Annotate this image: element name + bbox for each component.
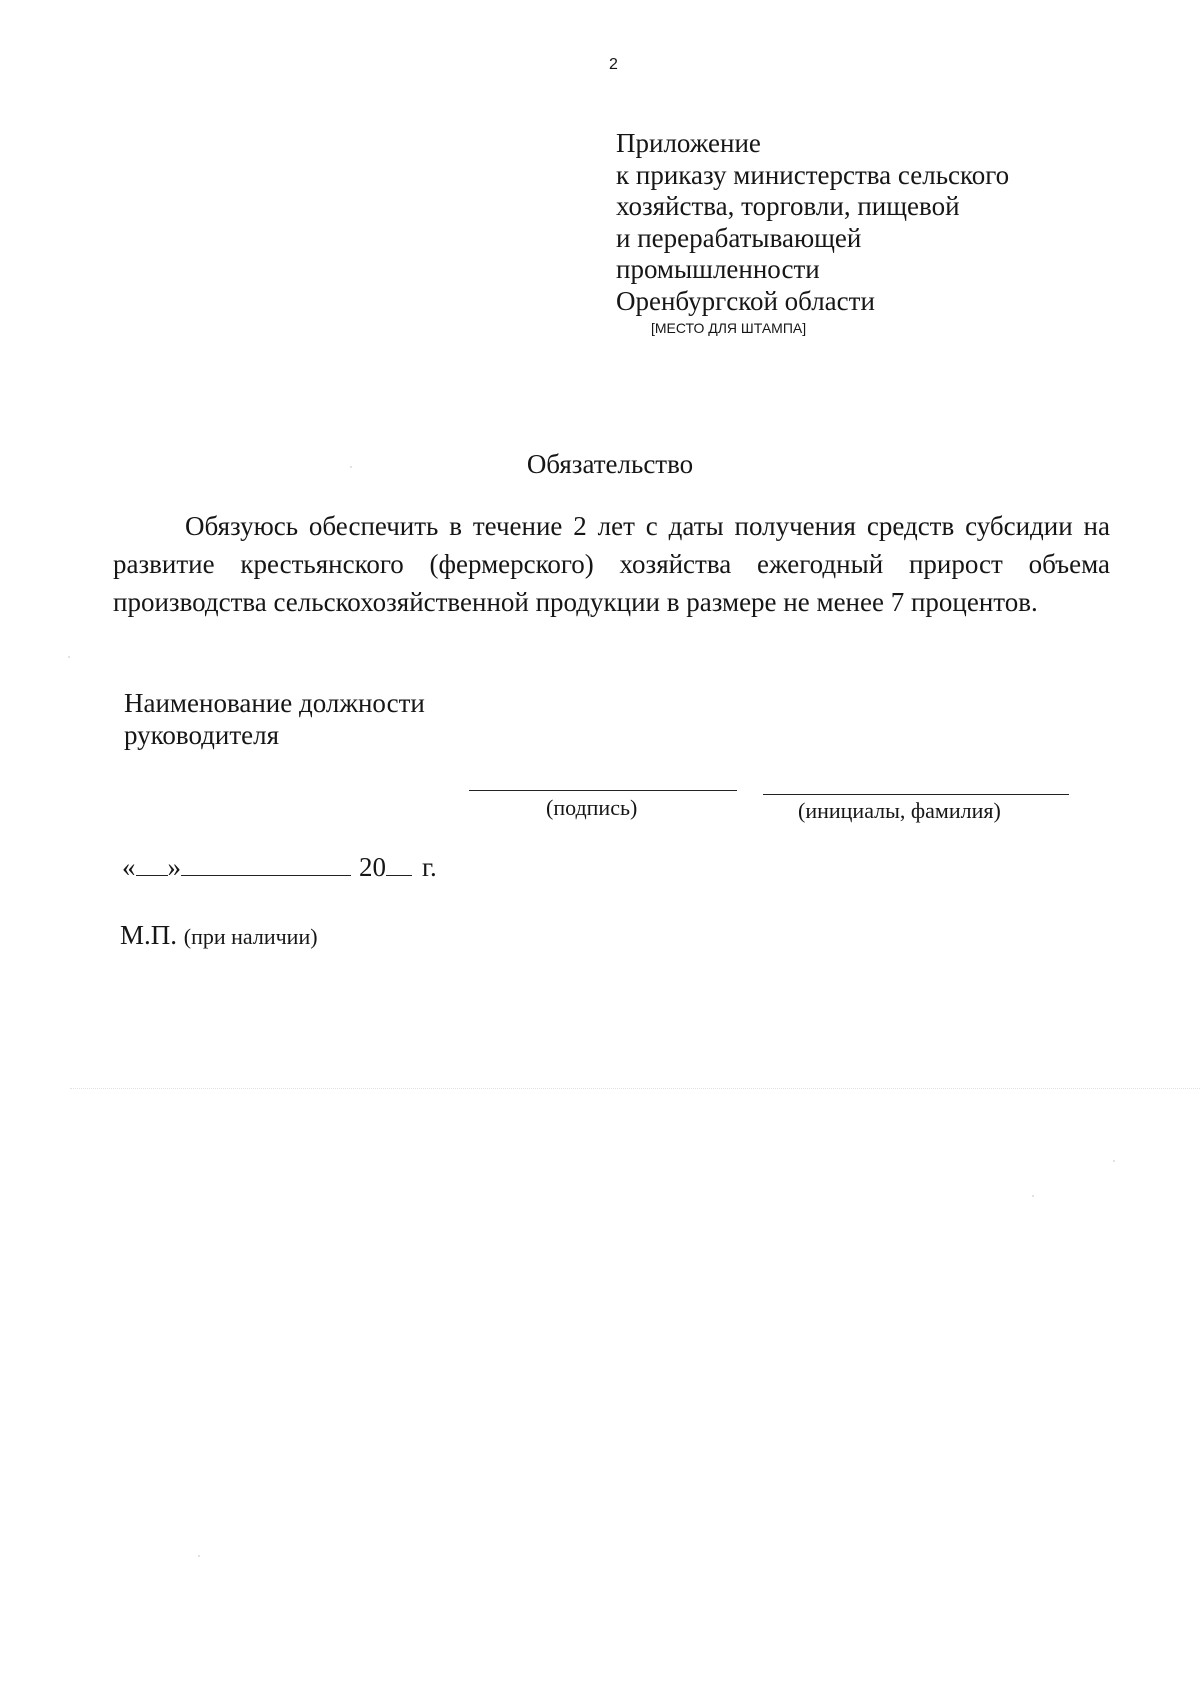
stamp-placeholder-note: [МЕСТО ДЛЯ ШТАМПА]: [651, 320, 807, 336]
appendix-line: Приложение: [616, 128, 761, 158]
signature-caption: (подпись): [546, 795, 638, 820]
document-body: [113, 507, 1110, 621]
scan-speck: [198, 1555, 200, 1557]
appendix-line: Оренбургской области: [616, 285, 875, 316]
date-close-quote: »: [167, 852, 181, 882]
body-paragraph: Обязуюсь обеспечить в течение 2 лет с даты получения средств субсидии на развитие крестьянского (фермерского) хозяйства ежегодный прирост объема производства сельскохозяйственной продукции в размере не менее 7 процентов.: [113, 511, 1110, 617]
name-caption: (инициалы, фамилия): [798, 798, 1001, 823]
position-line: руководителя: [124, 720, 280, 750]
date-line: [122, 852, 437, 883]
appendix-header: [616, 128, 1009, 317]
name-line: [763, 794, 1069, 795]
date-open-quote: «: [122, 852, 136, 882]
scan-speck: [350, 466, 352, 468]
position-label: [124, 687, 425, 751]
scan-speck: [1032, 1195, 1034, 1197]
signature-line: [469, 790, 737, 791]
scan-speck: [1113, 1160, 1115, 1162]
document-title: Обязательство: [526, 449, 694, 479]
day-blank: [136, 853, 168, 876]
appendix-line: к приказу министерства сельского: [616, 159, 1010, 190]
appendix-line: и перерабатывающей: [616, 222, 862, 253]
month-blank: [181, 853, 351, 876]
stamp-note: (при наличии): [183, 924, 318, 949]
stamp-label: М.П.: [120, 920, 178, 950]
scan-speck: [68, 656, 70, 658]
year-prefix: 20: [359, 852, 386, 882]
position-line: Наименование должности: [124, 688, 425, 718]
stamp-line: [120, 920, 318, 951]
year-suffix: г.: [422, 852, 437, 882]
year-blank: [386, 853, 412, 876]
page-number: 2: [609, 56, 618, 73]
appendix-line: хозяйства, торговли, пищевой: [616, 191, 960, 221]
appendix-line: промышленности: [616, 254, 820, 284]
scan-artifact-line: [70, 1088, 1200, 1089]
